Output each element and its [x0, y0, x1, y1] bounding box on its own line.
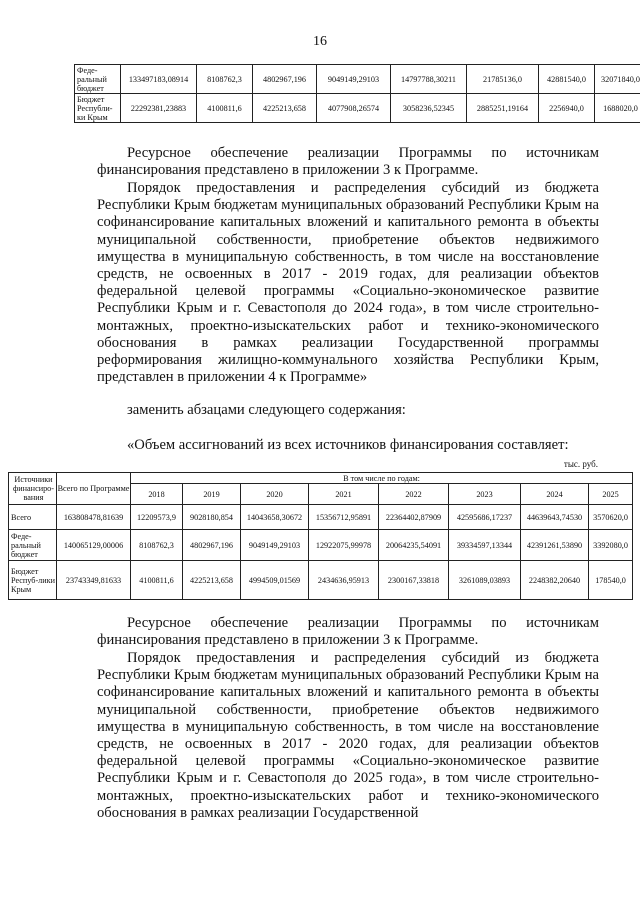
table-cell: 4100811,6: [131, 561, 183, 600]
paragraph-subsidy-order-old: Порядок предоставления и распределения субсидий из бюджета Республики Крым бюджетам муниципальных образований Республики Крым на софинансирование капитальных вложений и капитального ремонта в объекты муниципальной собственности, приобретение объектов недвижимого имущества в муниципальную собственность, в том числе на восстановление средств, не освоенных в 2017 - 2019 годах, для реализации объектов федеральной целевой программы «Социально-экономическое развитие Республики Крым и г. Севастополя до 2024 года», в том числе строительно-монтажных, проектно-изыскательских работ и технико-экономического обоснования в рамках реализации Государственной программы реформирования жилищно-коммунального хозяйства Республики Крым, представлен в приложении 4 к Программе»: [97, 180, 599, 386]
table-cell: 22364402,87909: [379, 505, 449, 530]
table-cell: 42595686,17237: [449, 505, 521, 530]
header-year: 2022: [379, 484, 449, 505]
table-row: [75, 65, 640, 94]
table-cell: 4225213,658: [183, 561, 241, 600]
table-cell: 3058236,52345: [391, 94, 467, 123]
table-cell: 8108762,3: [131, 530, 183, 561]
table-cell: 2300167,33818: [379, 561, 449, 600]
unit-label: тыс. руб.: [563, 459, 598, 469]
table-cell: 42391261,53890: [521, 530, 589, 561]
table-cell: 4994509,01569: [241, 561, 309, 600]
table-cell: 44639643,74530: [521, 505, 589, 530]
table-cell: 15356712,95891: [309, 505, 379, 530]
table-cell: 8108762,3: [197, 65, 253, 94]
table-cell: 9049149,29103: [317, 65, 391, 94]
table-cell: 22292381,23883: [121, 94, 197, 123]
paragraph-subsidy-order-new: Порядок предоставления и распределения субсидий из бюджета Республики Крым бюджетам муниципальных образований Республики Крым на софинансирование капитальных вложений и капитального ремонта в объекты муниципальной собственности, приобретение объектов недвижимого имущества в муниципальную собственность, в том числе на восстановление средств, не освоенных в 2017 - 2020 годах, для реализации объектов федеральной целевой программы «Социально-экономическое развитие Республики Крым и г. Севастополя до 2025 года», в том числе строительно-монтажных, проектно-изыскательских работ и технико-экономического обоснования в рамках реализации Государственной: [97, 650, 599, 821]
table-cell: 9028180,854: [183, 505, 241, 530]
row-source-label: Всего: [9, 505, 57, 530]
header-year: 2025: [589, 484, 633, 505]
table-cell: 4077908,26574: [317, 94, 391, 123]
table-cell: 2256940,0: [539, 94, 595, 123]
header-year: 2023: [449, 484, 521, 505]
table-row: [75, 94, 640, 123]
table-cell: 21785136,0: [467, 65, 539, 94]
replace-instruction: заменить абзацами следующего содержания:: [127, 402, 406, 418]
table-cell: 3261089,03893: [449, 561, 521, 600]
header-source: Источники финансиро-вания: [9, 473, 57, 505]
page-number: 16: [313, 34, 327, 49]
table-row: [9, 530, 633, 561]
table-cell: 2885251,19164: [467, 94, 539, 123]
volume-intro: «Объем ассигнований из всех источников финансирования составляет:: [127, 437, 569, 453]
table-cell-total: 23743349,81633: [57, 561, 131, 600]
funding-table-main: [8, 472, 633, 600]
table-cell-total: 163808478,81639: [57, 505, 131, 530]
table-cell: 4100811,6: [197, 94, 253, 123]
table-cell: 4802967,196: [183, 530, 241, 561]
header-year: 2021: [309, 484, 379, 505]
row-source-label: Феде-ральный бюджет: [9, 530, 57, 561]
table-cell: 178540,0: [589, 561, 633, 600]
table-cell: 3392080,0: [589, 530, 633, 561]
header-year: 2019: [183, 484, 241, 505]
table-cell: 4802967,196: [253, 65, 317, 94]
table-cell: 14043658,30672: [241, 505, 309, 530]
paragraph-resource-old: Ресурсное обеспечение реализации Программы по источникам финансирования представлено в приложении 3 к Программе.: [97, 145, 599, 179]
funding-table-continuation: [74, 64, 640, 123]
table-cell: 12922075,99978: [309, 530, 379, 561]
table-cell: 2434636,95913: [309, 561, 379, 600]
table-cell: 32071840,0: [595, 65, 640, 94]
row-source-label: Бюджет Республи-ки Крым: [75, 94, 121, 123]
table-header-row: [9, 473, 633, 484]
table-cell: 133497183,08914: [121, 65, 197, 94]
table-row: [9, 561, 633, 600]
header-year: 2020: [241, 484, 309, 505]
table-cell-total: 140065129,00006: [57, 530, 131, 561]
table-cell: 3570620,0: [589, 505, 633, 530]
row-source-label: Феде-ральный бюджет: [75, 65, 121, 94]
table-cell: 1688020,0: [595, 94, 640, 123]
table-cell: 14797788,30211: [391, 65, 467, 94]
header-years-group: В том числе по годам:: [131, 473, 633, 484]
table-cell: 4225213,658: [253, 94, 317, 123]
header-year: 2018: [131, 484, 183, 505]
table-cell: 42881540,0: [539, 65, 595, 94]
header-year: 2024: [521, 484, 589, 505]
header-total: Всего по Программе: [57, 473, 131, 505]
table-cell: 20064235,54091: [379, 530, 449, 561]
paragraph-resource-new: Ресурсное обеспечение реализации Программы по источникам финансирования представлено в приложении 3 к Программе.: [97, 615, 599, 649]
table-cell: 12209573,9: [131, 505, 183, 530]
table-cell: 39334597,13344: [449, 530, 521, 561]
row-source-label: Бюджет Респуб-лики Крым: [9, 561, 57, 600]
table-cell: 9049149,29103: [241, 530, 309, 561]
table-row: [9, 505, 633, 530]
table-cell: 2248382,20640: [521, 561, 589, 600]
